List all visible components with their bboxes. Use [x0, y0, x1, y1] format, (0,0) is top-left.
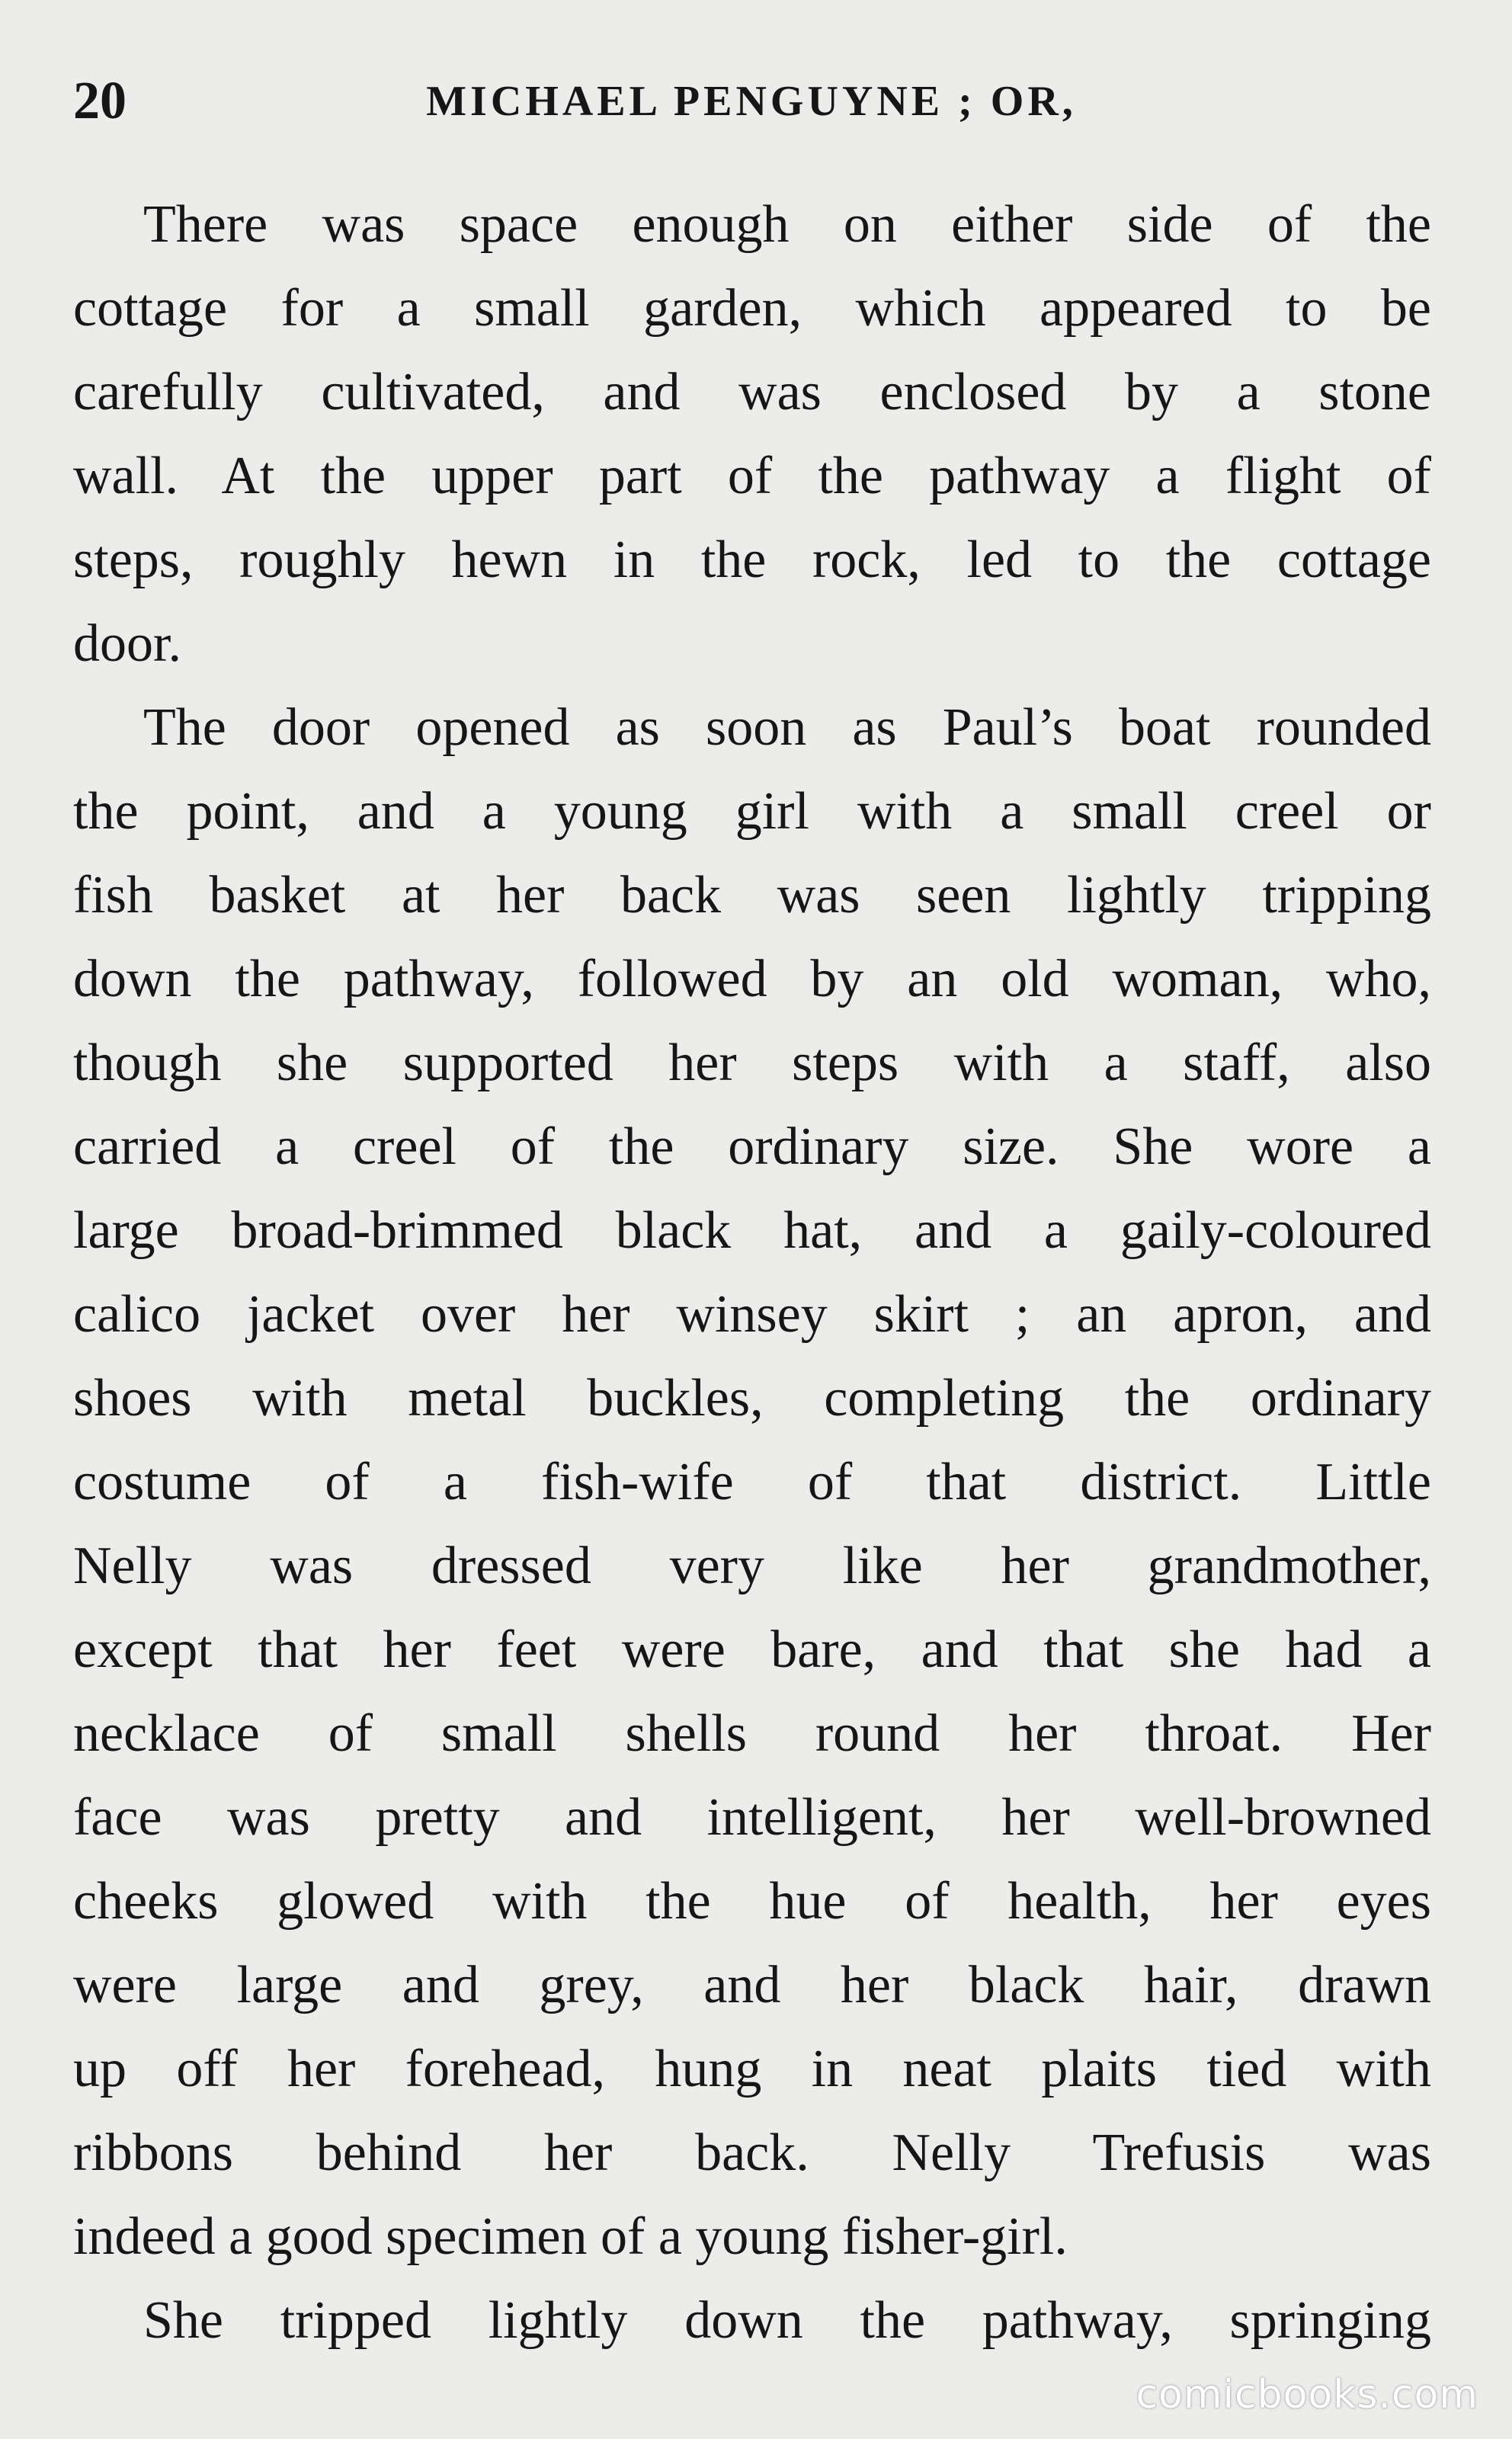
- text-line: The door opened as soon as Paul’s boat rounded: [143, 698, 1431, 757]
- text-line: There was space enough on either side of the: [143, 195, 1431, 254]
- text-line: carefully cultivated, and was enclosed by a stone: [73, 363, 1431, 421]
- text-line: large broad-brimmed black hat, and a gaily-coloured: [73, 1201, 1431, 1260]
- text-line: necklace of small shells round her throat. Her: [73, 1704, 1431, 1763]
- text-line: ribbons behind her back. Nelly Trefusis was: [73, 2123, 1431, 2182]
- text-line: the point, and a young girl with a small creel or: [73, 782, 1431, 841]
- text-line: calico jacket over her winsey skirt ; an apron, and: [73, 1285, 1431, 1344]
- text-line: cottage for a small garden, which appeared to be: [73, 279, 1431, 338]
- text-line: door.: [73, 614, 181, 673]
- running-head: MICHAEL PENGUYNE ; OR,: [426, 78, 1077, 125]
- text-line: were large and grey, and her black hair, drawn: [73, 1956, 1431, 2014]
- text-line: fish basket at her back was seen lightly tripping: [73, 866, 1431, 925]
- body-text: [73, 183, 1431, 2363]
- page-number: 20: [73, 72, 127, 130]
- watermark: comicbooks.com: [1136, 2372, 1478, 2418]
- text-line: cheeks glowed with the hue of health, her eyes: [73, 1872, 1431, 1931]
- text-line: up off her forehead, hung in neat plaits tied with: [73, 2040, 1431, 2098]
- text-line: face was pretty and intelligent, her well-browned: [73, 1788, 1431, 1847]
- text-line: costume of a fish-wife of that district. Little: [73, 1453, 1431, 1511]
- text-line: carried a creel of the ordinary size. She wore a: [73, 1117, 1431, 1176]
- text-line: wall. At the upper part of the pathway a flight of: [73, 447, 1431, 505]
- text-line: indeed a good specimen of a young fisher-girl.: [73, 2207, 1068, 2266]
- text-line: though she supported her steps with a staff, also: [73, 1034, 1431, 1092]
- text-line: down the pathway, followed by an old woman, who,: [73, 950, 1431, 1008]
- text-line: She tripped lightly down the pathway, springing: [143, 2291, 1431, 2350]
- text-line: shoes with metal buckles, completing the ordinary: [73, 1369, 1431, 1428]
- text-line: steps, roughly hewn in the rock, led to the cottage: [73, 530, 1431, 589]
- text-line: Nelly was dressed very like her grandmother,: [73, 1537, 1431, 1595]
- page-header: [73, 67, 1430, 136]
- text-line: except that her feet were bare, and that she had a: [73, 1620, 1431, 1679]
